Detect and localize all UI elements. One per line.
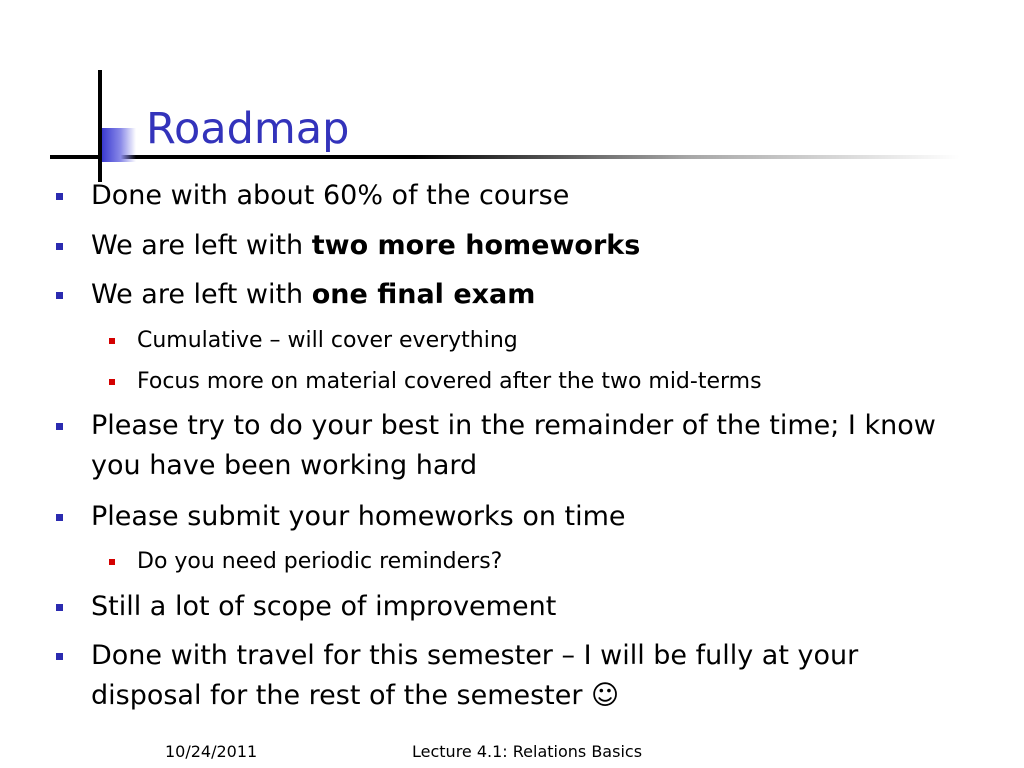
sub-bullet-text: Cumulative – will cover everything [137,328,518,353]
bullet-text: Please try to do your best in the remainder of the time; I know you have been working hard [91,410,936,481]
sub-bullet-text: Do you need periodic reminders? [137,549,503,574]
decorative-gradient-square [102,128,136,162]
bullet-text-prefix: We are left with [91,230,312,261]
bullet-text-bold: two more homeworks [311,230,641,261]
square-bullet-icon [109,338,115,344]
square-bullet-icon [56,292,63,299]
slide-title: Roadmap [146,104,350,154]
footer-title: Lecture 4.1: Relations Basics [412,742,643,761]
bullet-text [91,226,971,266]
square-bullet-icon [56,514,63,521]
bullet-text: Done with about 60% of the course [91,180,570,211]
bullet-text-prefix: We are left with [91,279,312,310]
footer-date: 10/24/2011 [165,742,258,761]
square-bullet-icon [56,604,63,611]
bullet-text-bold: one final exam [311,279,536,310]
bullet-text: Please submit your homeworks on time [91,501,626,532]
square-bullet-icon [109,559,115,565]
square-bullet-icon [109,379,115,385]
bullet-text: Still a lot of scope of improvement [91,591,557,622]
square-bullet-icon [56,193,63,200]
bullet-text [91,275,971,315]
bullet-text: Done with travel for this semester – I will be fully at your disposal for the rest of the semester ☺ [91,640,859,711]
sub-bullet-text: Focus more on material covered after the two mid-terms [137,369,762,394]
square-bullet-icon [56,243,63,250]
decorative-vertical-line [98,70,102,182]
square-bullet-icon [56,653,63,660]
square-bullet-icon [56,423,63,430]
